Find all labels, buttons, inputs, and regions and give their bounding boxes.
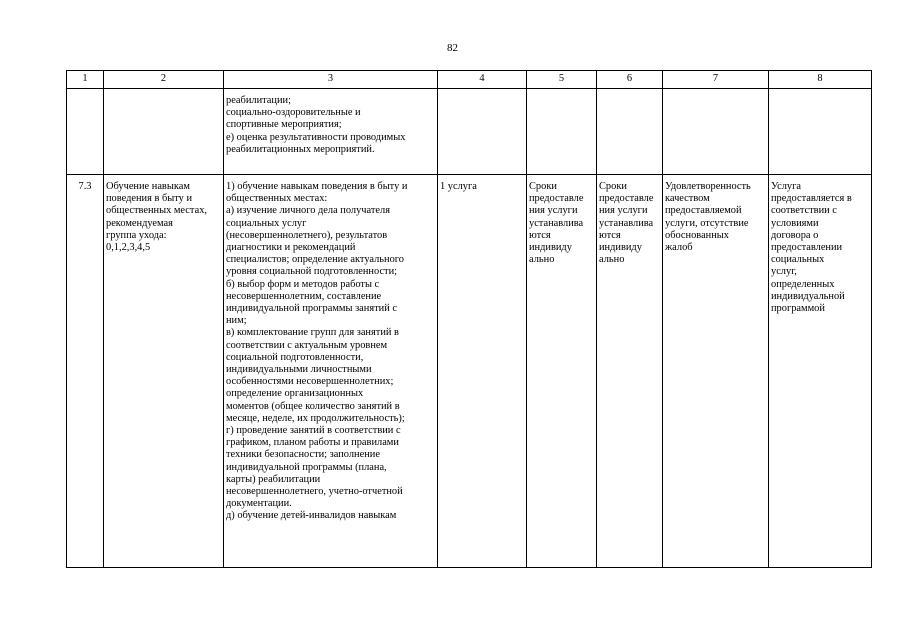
cell-volume: 1 услуга bbox=[438, 175, 527, 568]
cell-quality: Удовлетворенность качеством предоставляемой услуги, отсутствие обоснованных жалоб bbox=[663, 175, 769, 568]
column-header: 2 bbox=[104, 71, 224, 89]
column-header: 7 bbox=[663, 71, 769, 89]
column-header: 4 bbox=[438, 71, 527, 89]
cell-terms-alt: Сроки предоставле ния услуги устанавлива ются индивиду ально bbox=[597, 175, 663, 568]
cell-conditions: Услуга предоставляется в соответствии с условиями договора о предоставлении социальных услуг, определенных индивидуальной программой bbox=[769, 175, 872, 568]
column-header: 5 bbox=[527, 71, 597, 89]
cell-volume bbox=[438, 89, 527, 175]
column-header: 3 bbox=[224, 71, 438, 89]
cell-service-name: Обучение навыкам поведения в быту и общественных местах, рекомендуемая группа ухода: 0,1,2,3,4,5 bbox=[104, 175, 224, 568]
table-header-row bbox=[67, 71, 872, 89]
column-header: 6 bbox=[597, 71, 663, 89]
page-number: 82 bbox=[447, 42, 458, 54]
cell-terms-alt bbox=[597, 89, 663, 175]
cell-description: 1) обучение навыкам поведения в быту и общественных местах: а) изучение личного дела получателя социальных услуг (несовершеннолетнего), результатов диагностики и рекомендаций специалистов; определение актуального уровня социальной подготовленности; б) выбор форм и методов работы с несовершеннолетним, составление индивидуальной программы занятий с ним; в) комплектование групп для занятий в соответствии с актуальным уровнем социальной подготовленности, индивидуальными личностными особенностями несовершеннолетних; определение организационных моментов (общее количество занятий в месяце, неделе, их продолжительность); г) проведение занятий в соответствии с графиком, планом работы и правилами техники безопасности; заполнение индивидуальной программы (плана, карты) реабилитации несовершеннолетнего, учетно-отчетной документации. д) обучение детей-инвалидов навыкам bbox=[224, 175, 438, 568]
cell-terms bbox=[527, 89, 597, 175]
column-header: 8 bbox=[769, 71, 872, 89]
cell-terms: Сроки предоставле ния услуги устанавлива ются индивиду ально bbox=[527, 175, 597, 568]
cell-description: реабилитации; социально-оздоровительные и спортивные мероприятия; е) оценка результативности проводимых реабилитационных мероприятий. bbox=[224, 89, 438, 175]
cell-number: 7.3 bbox=[67, 175, 104, 568]
cell-quality bbox=[663, 89, 769, 175]
table-row bbox=[67, 89, 872, 175]
table-row bbox=[67, 175, 872, 568]
cell-number bbox=[67, 89, 104, 175]
services-table bbox=[66, 70, 872, 568]
column-header: 1 bbox=[67, 71, 104, 89]
cell-conditions bbox=[769, 89, 872, 175]
cell-service-name bbox=[104, 89, 224, 175]
